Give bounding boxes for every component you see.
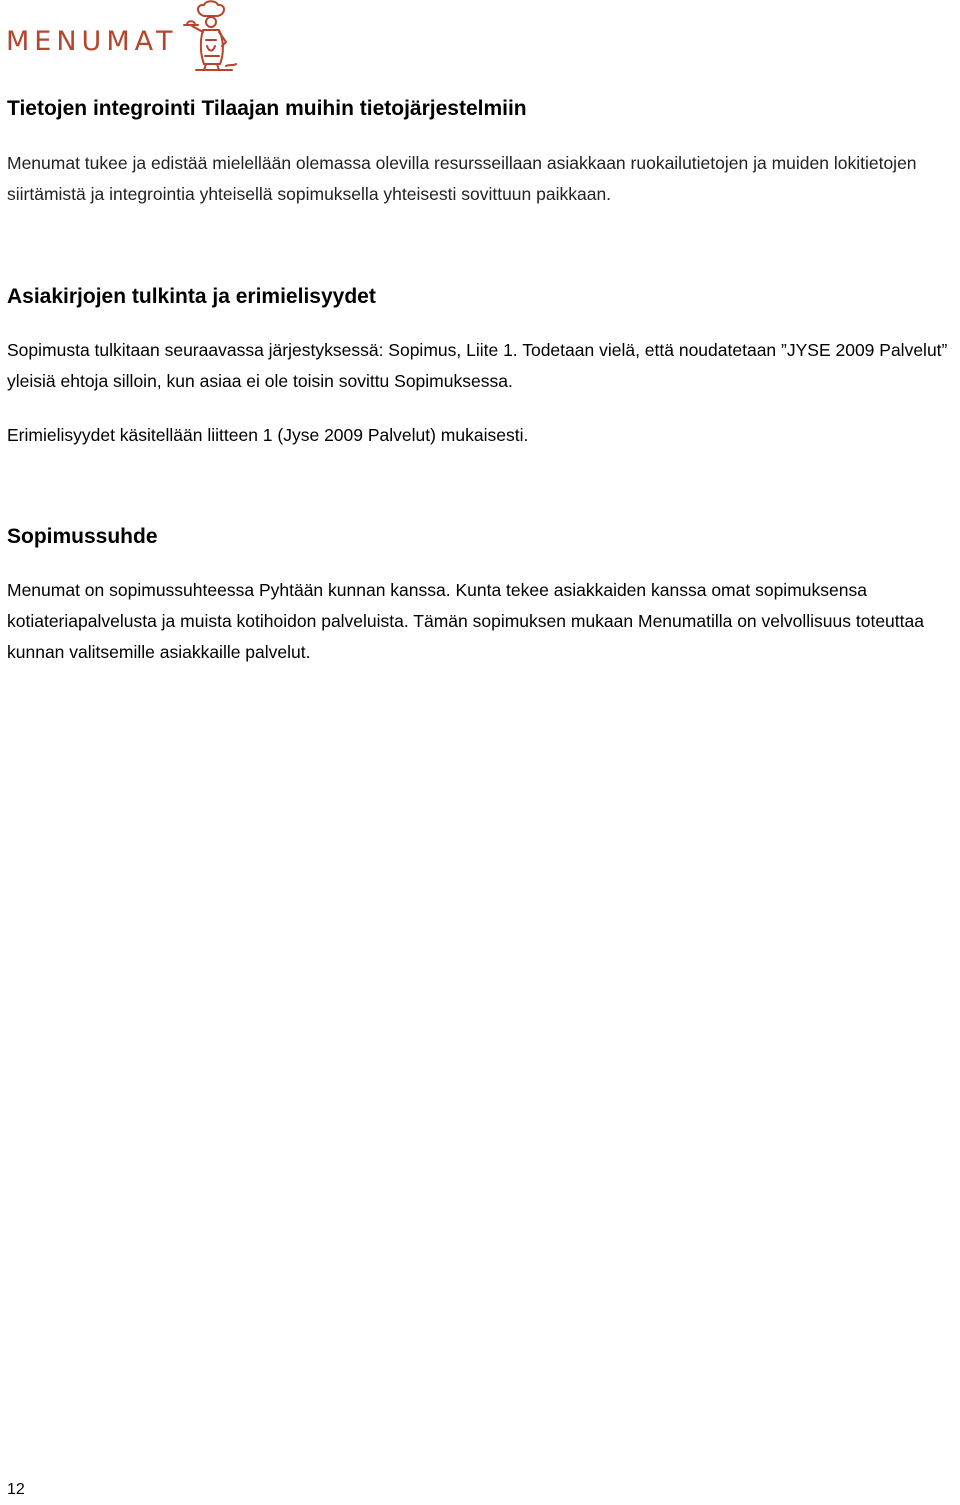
section-paragraph-contract-relationship: Menumat on sopimussuhteessa Pyhtään kunnan kanssa. Kunta tekee asiakkaiden kanssa omat sopimuksensa kotiateriapalvelusta ja muista kotihoidon palveluista. Tämän sopimuksen mukaan Menumatilla on velvollisuus toteuttaa kunnan valitsemille asiakkaille palvelut.	[7, 580, 924, 662]
section-heading-contract-relationship: Sopimussuhde	[7, 525, 158, 548]
page-number: 12	[7, 1481, 25, 1498]
section-heading-interpretation: Asiakirjojen tulkinta ja erimielisyydet	[7, 285, 376, 308]
menumat-logo	[6, 0, 246, 72]
chef-icon	[182, 0, 242, 72]
section-paragraph-disputes: Erimielisyydet käsitellään liitteen 1 (Jyse 2009 Palvelut) mukaisesti.	[7, 425, 529, 445]
section-paragraph-interpretation-order: Sopimusta tulkitaan seuraavassa järjestyksessä: Sopimus, Liite 1. Todetaan vielä, että noudatetaan ”JYSE 2009 Palvelut” yleisiä ehtoja silloin, kun asiaa ei ole toisin sovittu Sopimuksessa.	[7, 340, 948, 391]
section-paragraph-integration: Menumat tukee ja edistää mielellään olemassa olevilla resursseillaan asiakkaan ruokailutietojen ja muiden lokitietojen siirtämistä ja integrointia yhteisellä sopimuksella yhteisesti sovittuun paikkaan.	[7, 153, 917, 204]
section-heading-integration: Tietojen integrointi Tilaajan muihin tietojärjestelmiin	[7, 97, 527, 120]
logo-wordmark: MENUMAT	[6, 26, 178, 57]
